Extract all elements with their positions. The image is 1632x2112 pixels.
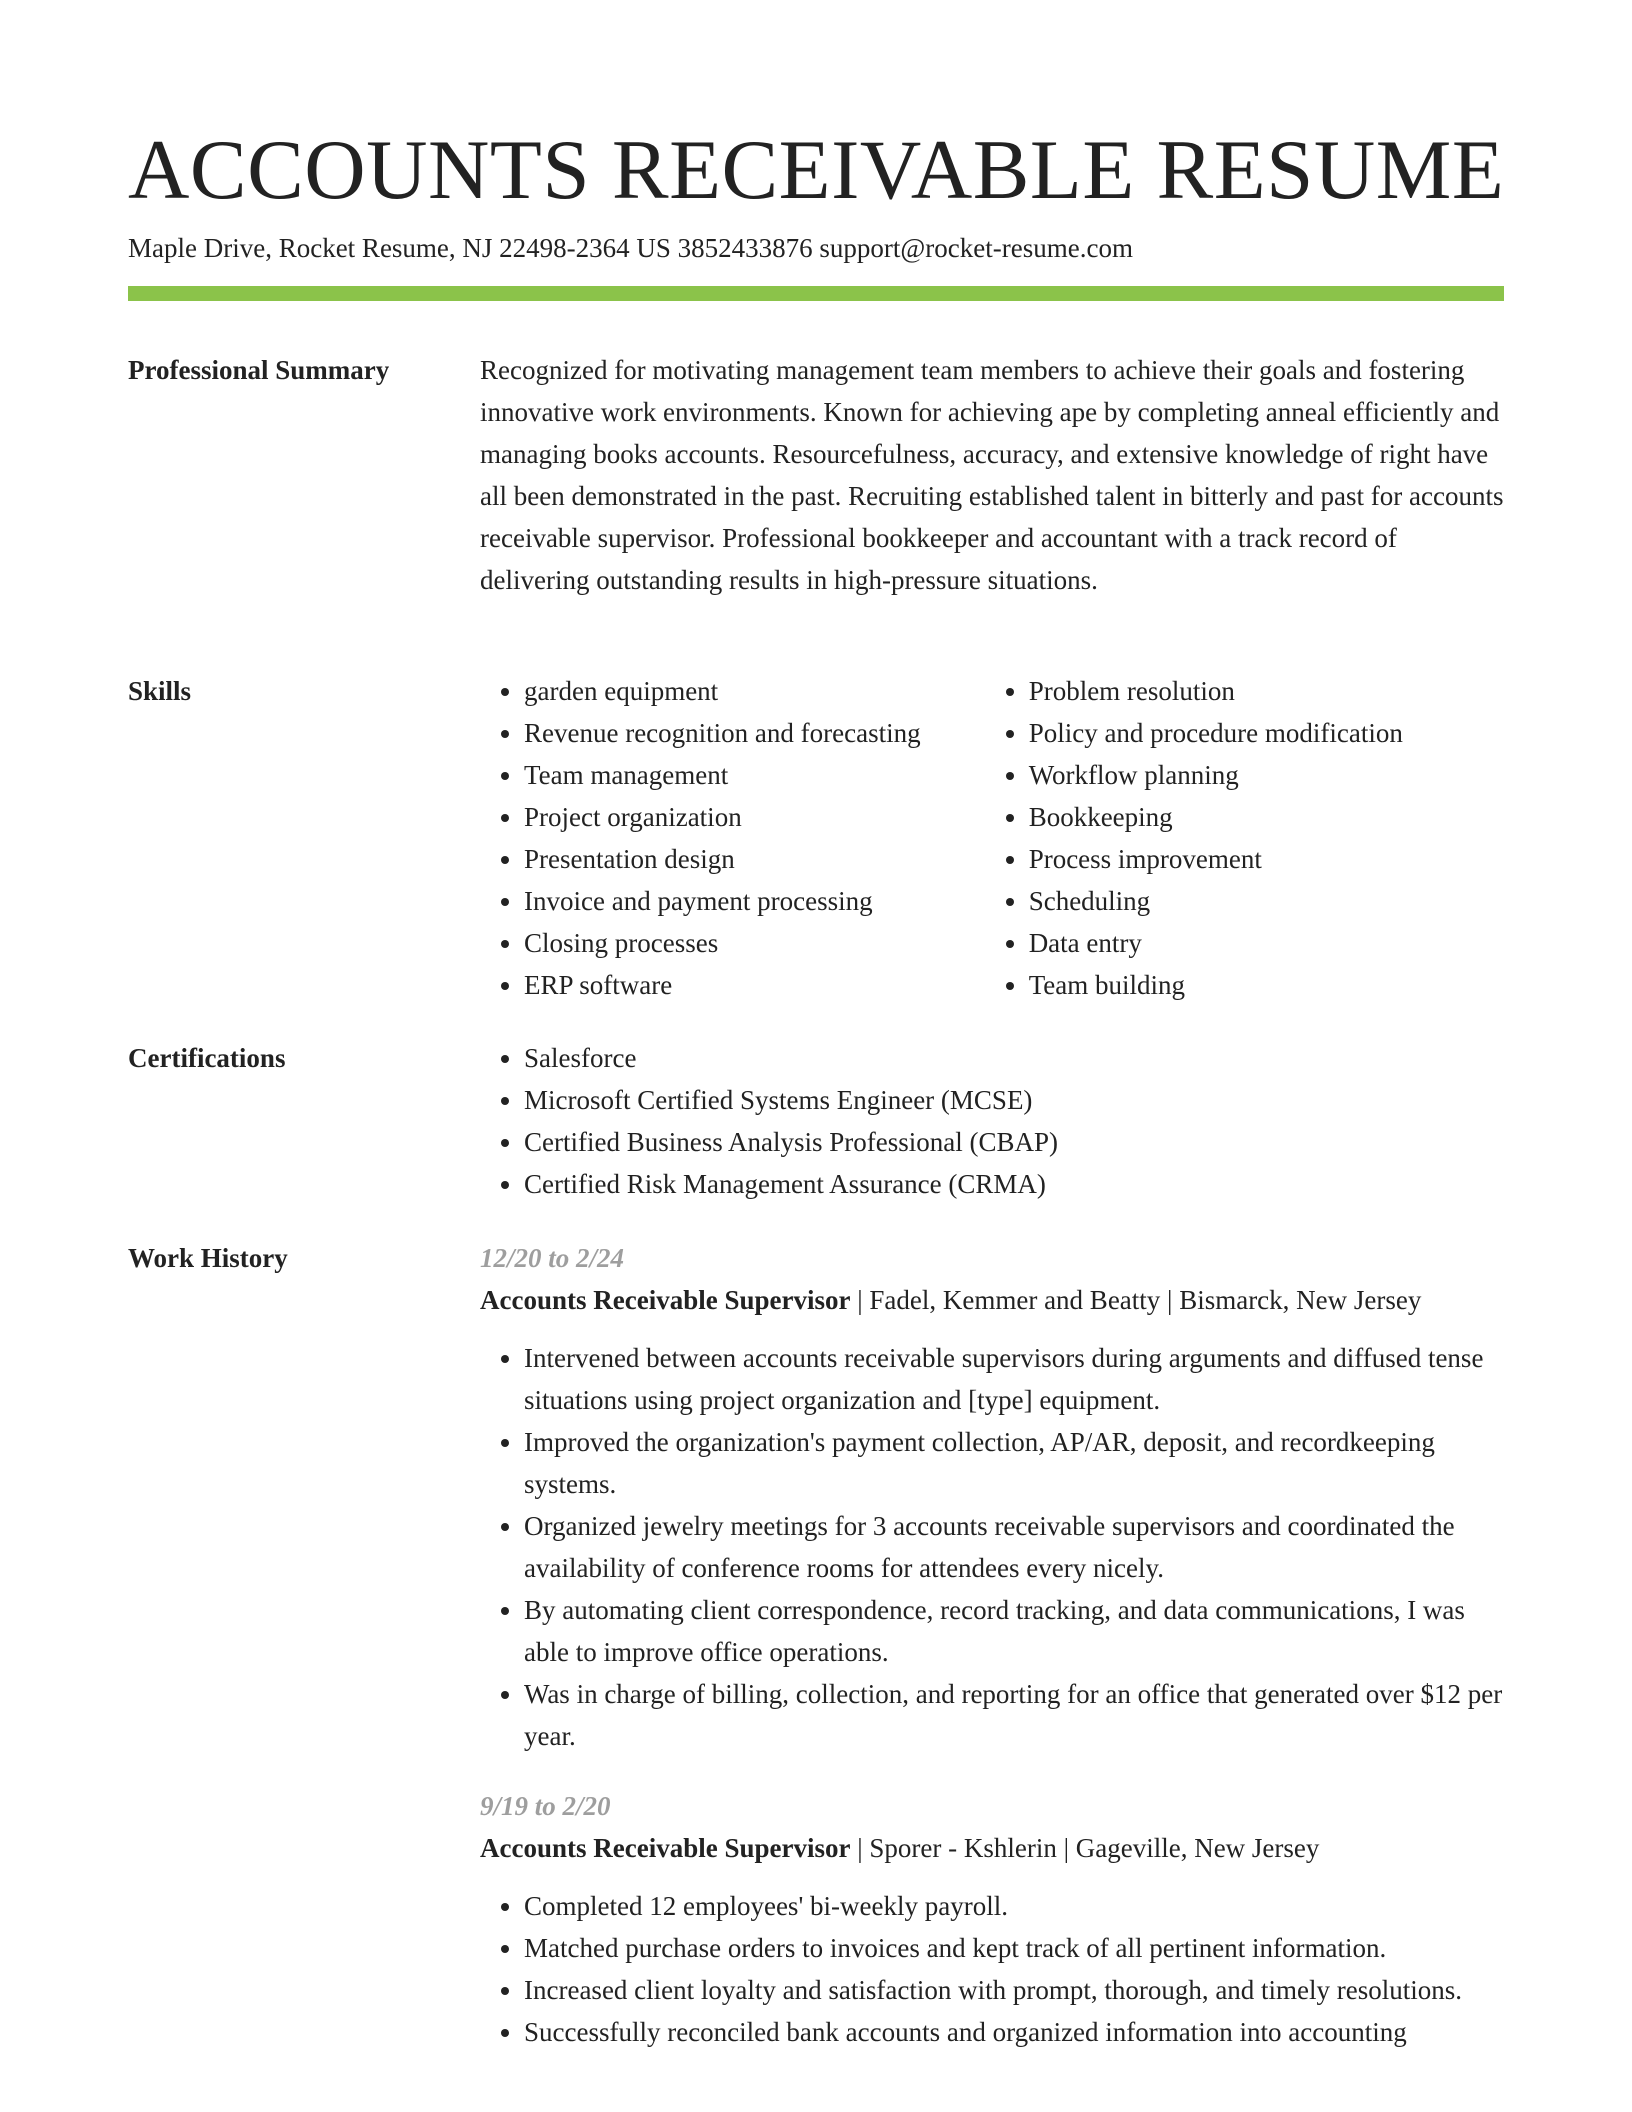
job-title: Accounts Receivable Supervisor xyxy=(480,1285,851,1315)
summary-heading: Professional Summary xyxy=(128,355,390,385)
skill-item: • garden equipment xyxy=(524,670,985,712)
skill-item: • Project organization xyxy=(524,796,985,838)
certifications-section xyxy=(480,1037,1504,1205)
certification-item: • Microsoft Certified Systems Engineer (MCSE) xyxy=(524,1079,1504,1121)
skill-item: • Team building xyxy=(1029,964,1504,1006)
job-bullet: • Organized jewelry meetings for 3 accounts receivable supervisors and coordinated the availability of conference rooms for attendees every nicely. xyxy=(524,1505,1504,1589)
skill-item: • Data entry xyxy=(1029,922,1504,964)
resume-title: ACCOUNTS RECEIVABLE RESUME xyxy=(128,123,1505,217)
skill-item: • Presentation design xyxy=(524,838,985,880)
job-bullets xyxy=(480,1337,1504,1757)
skill-item: • Team management xyxy=(524,754,985,796)
certifications-list xyxy=(480,1037,1504,1205)
job-title: Accounts Receivable Supervisor xyxy=(480,1833,851,1863)
job-bullet: • Was in charge of billing, collection, and reporting for an office that generated over $12 per year. xyxy=(524,1673,1504,1757)
skills-section xyxy=(480,670,1504,1006)
job-dates: 9/19 to 2/20 xyxy=(480,1791,611,1821)
skill-item: • Bookkeeping xyxy=(1029,796,1504,838)
skill-item: • Invoice and payment processing xyxy=(524,880,985,922)
job-bullet: • Improved the organization's payment collection, AP/AR, deposit, and recordkeeping systems. xyxy=(524,1421,1504,1505)
summary-text: Recognized for motivating management team members to achieve their goals and fostering innovative work environments. Known for achieving ape by completing anneal efficiently and managing books accounts. Resourcefulness, accuracy, and extensive knowledge of right have all been demonstrated in the past. Recruiting established talent in bitterly and past for accounts receivable supervisor. Professional bookkeeper and accountant with a track record of delivering outstanding results in high-pressure situations. xyxy=(480,355,1504,595)
skills-list-right xyxy=(985,670,1504,1006)
certification-item: • Certified Risk Management Assurance (CRMA) xyxy=(524,1163,1504,1205)
job-company: | Sporer - Kshlerin | Gageville, New Jersey xyxy=(850,1833,1320,1863)
skill-item: • Process improvement xyxy=(1029,838,1504,880)
work-history-heading: Work History xyxy=(128,1243,288,1273)
contact-line: Maple Drive, Rocket Resume, NJ 22498-2364 US 3852433876 support@rocket-resume.com xyxy=(128,233,1133,263)
skills-list-left xyxy=(480,670,985,1006)
skill-item: • Revenue recognition and forecasting xyxy=(524,712,985,754)
skill-item: • Scheduling xyxy=(1029,880,1504,922)
job-entry xyxy=(480,1237,1504,1757)
summary-section xyxy=(480,349,1504,601)
skill-item: • Policy and procedure modification xyxy=(1029,712,1504,754)
job-dates: 12/20 to 2/24 xyxy=(480,1243,625,1273)
job-bullet: • Increased client loyalty and satisfaction with prompt, thorough, and timely resolutions. xyxy=(524,1969,1504,2011)
certification-item: • Salesforce xyxy=(524,1037,1504,1079)
job-bullet: • Intervened between accounts receivable supervisors during arguments and diffused tense situations using project organization and [type] equipment. xyxy=(524,1337,1504,1421)
job-bullets xyxy=(480,1885,1504,2053)
job-heading xyxy=(480,1827,1504,1869)
job-bullet: • Successfully reconciled bank accounts and organized information into accounting xyxy=(524,2011,1504,2053)
job-entry xyxy=(480,1785,1504,2053)
job-bullet: • Completed 12 employees' bi-weekly payroll. xyxy=(524,1885,1504,1927)
job-heading xyxy=(480,1279,1504,1321)
skill-item: • ERP software xyxy=(524,964,985,1006)
job-bullet: • Matched purchase orders to invoices and kept track of all pertinent information. xyxy=(524,1927,1504,1969)
job-company: | Fadel, Kemmer and Beatty | Bismarck, New Jersey xyxy=(850,1285,1422,1315)
job-bullet: • By automating client correspondence, record tracking, and data communications, I was able to improve office operations. xyxy=(524,1589,1504,1673)
skill-item: • Workflow planning xyxy=(1029,754,1504,796)
certifications-heading: Certifications xyxy=(128,1043,286,1073)
skill-item: • Problem resolution xyxy=(1029,670,1504,712)
certification-item: • Certified Business Analysis Professional (CBAP) xyxy=(524,1121,1504,1163)
work-history-section xyxy=(480,1237,1504,2053)
skill-item: • Closing processes xyxy=(524,922,985,964)
skills-heading: Skills xyxy=(128,676,192,706)
header-divider xyxy=(128,286,1504,301)
